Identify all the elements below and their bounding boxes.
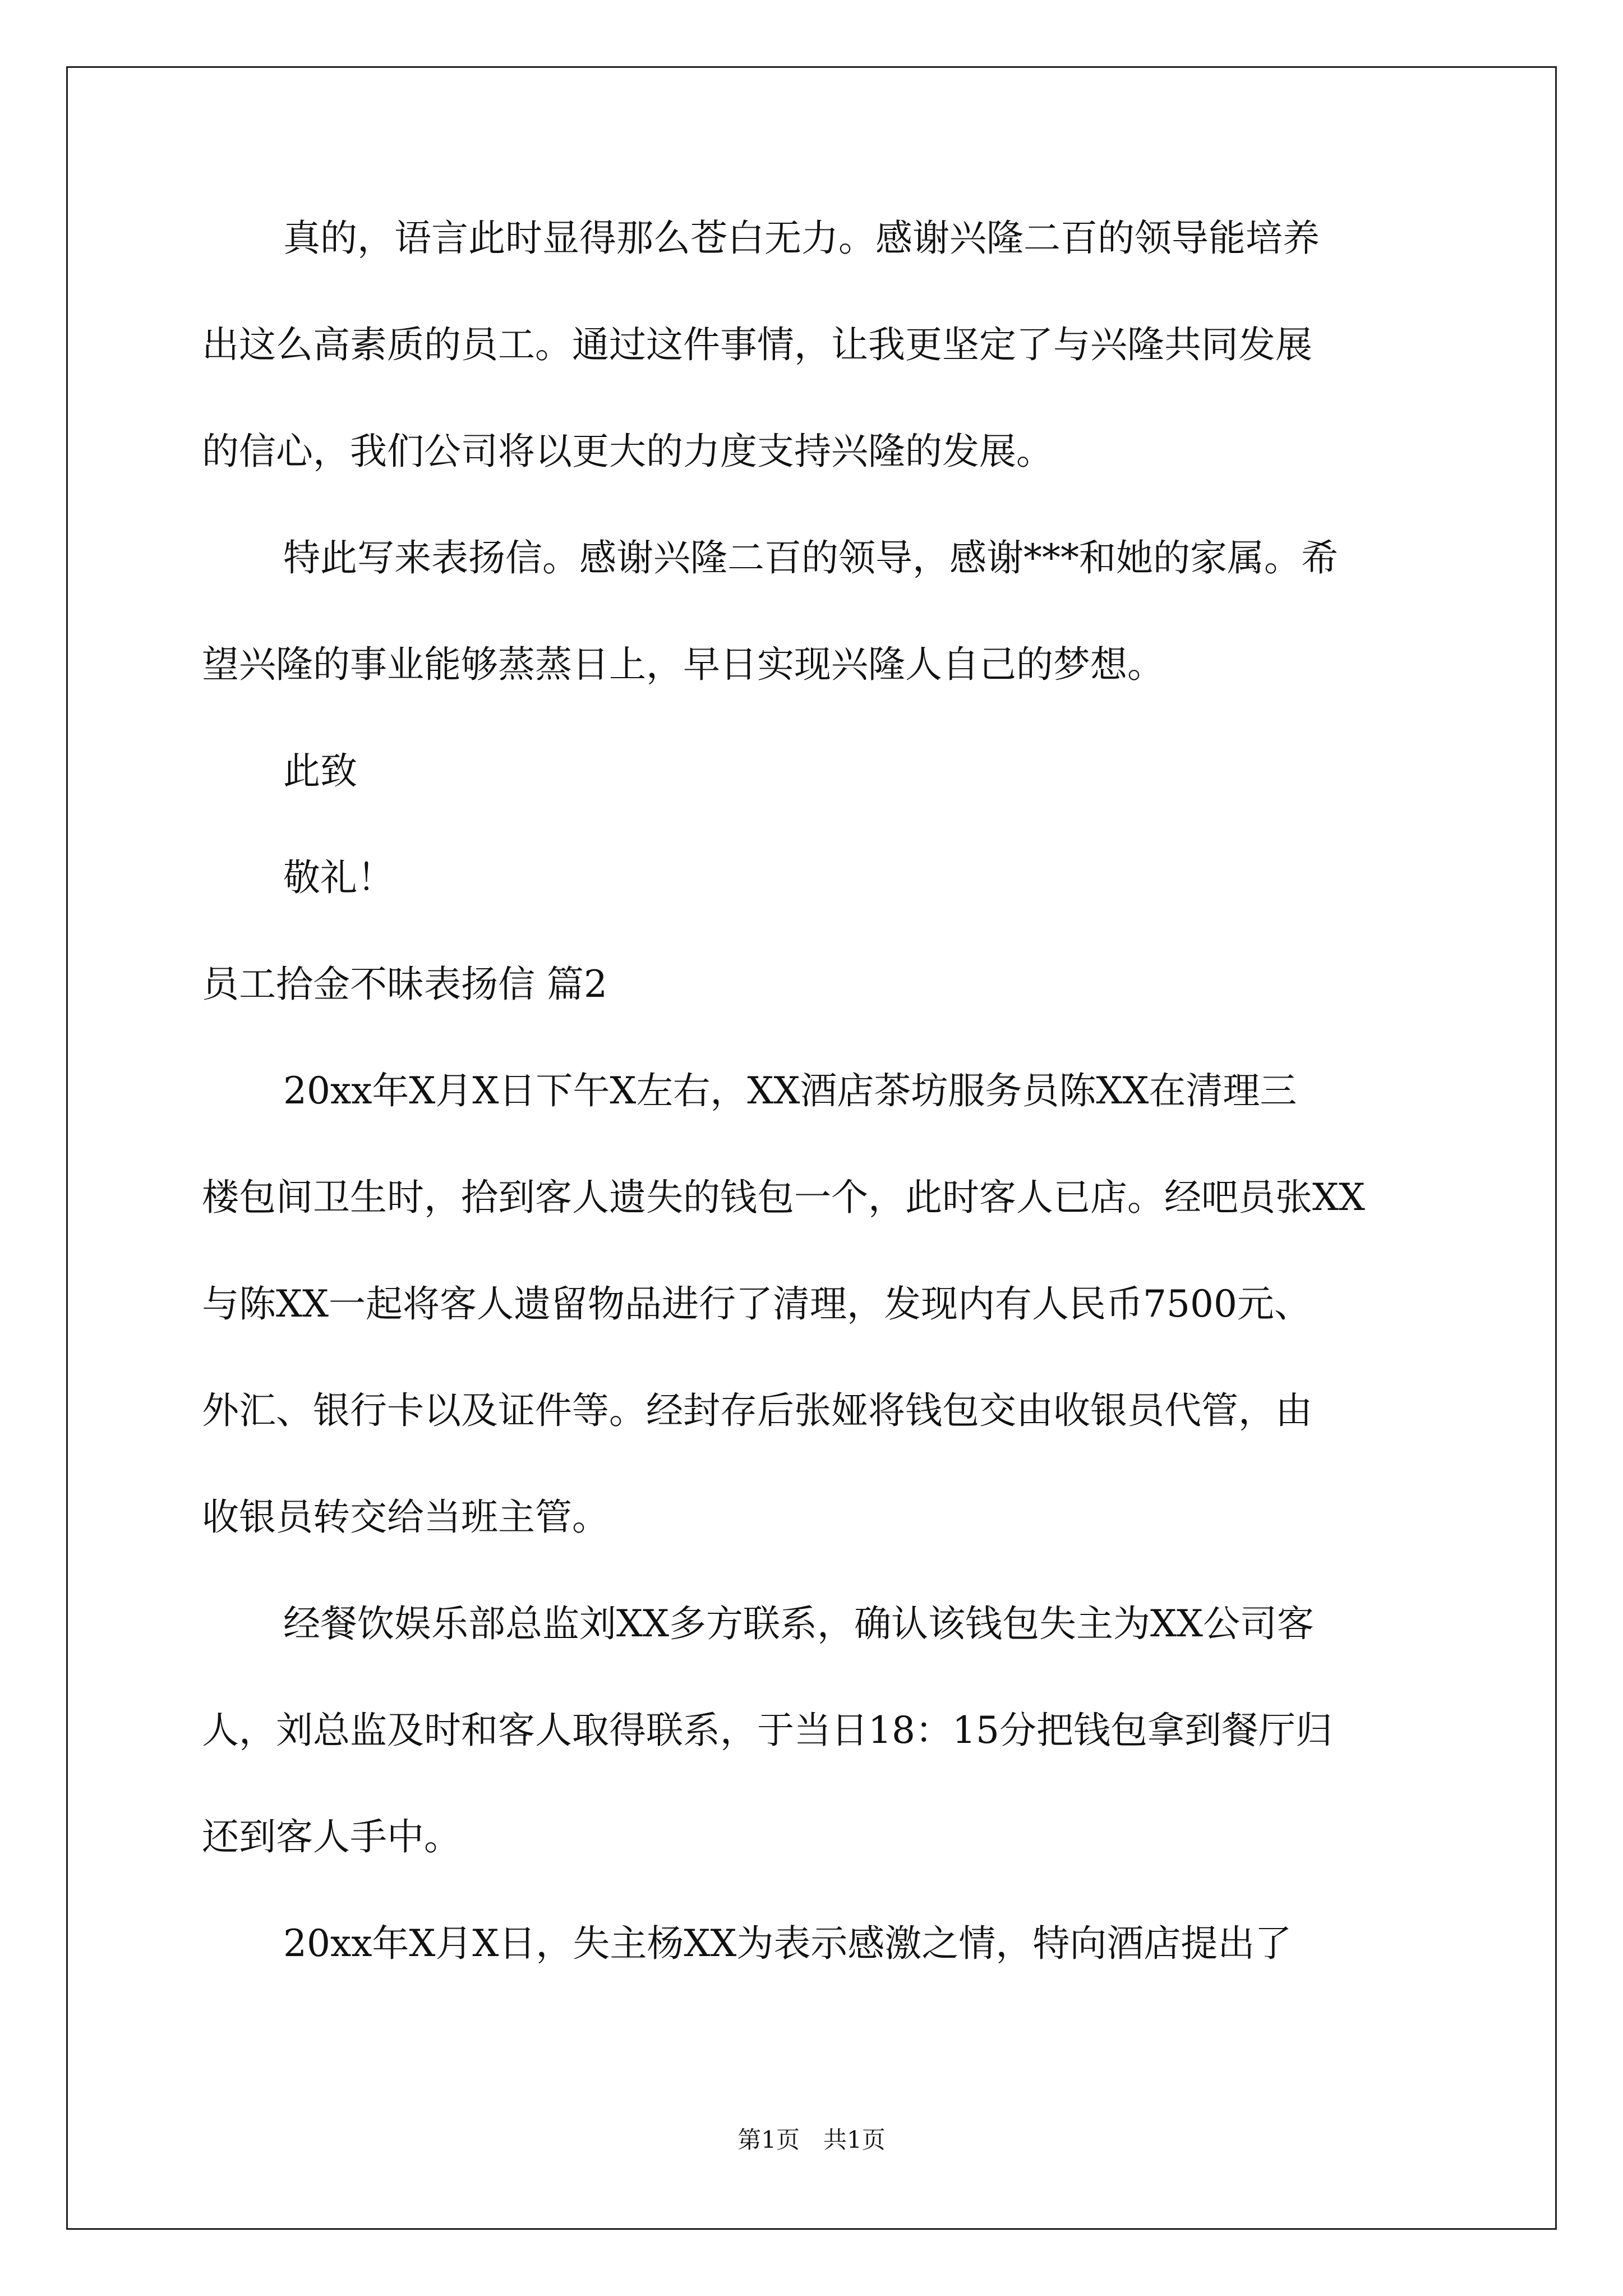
text-line: 20xx年X月X日下午X左右，XX酒店茶坊服务员陈XX在清理三	[283, 1069, 1297, 1112]
page-border	[66, 66, 1557, 2230]
text-line: 出这么高素质的员工。通过这件事情，让我更坚定了与兴隆共同发展	[202, 323, 1312, 366]
closing-salutation: 此致	[283, 749, 357, 793]
text-line: 外汇、银行卡以及证件等。经封存后张娅将钱包交由收银员代管，由	[202, 1389, 1312, 1432]
text-line: 真的，语言此时显得那么苍白无力。感谢兴隆二百的领导能培养	[283, 217, 1320, 260]
closing-regards: 敬礼！	[283, 856, 394, 899]
text-line: 特此写来表扬信。感谢兴隆二百的领导，感谢***和她的家属。希	[283, 536, 1338, 579]
text-line: 经餐饮娱乐部总监刘XX多方联系，确认该钱包失主为XX公司客	[283, 1602, 1314, 1645]
section-heading: 员工拾金不昧表扬信 篇2	[202, 963, 607, 1006]
text-line: 与陈XX一起将客人遗留物品进行了清理，发现内有人民币7500元、	[202, 1282, 1311, 1326]
text-line: 收银员转交给当班主管。	[202, 1496, 609, 1539]
text-line: 还到客人手中。	[202, 1815, 461, 1858]
text-line: 20xx年X月X日，失主杨XX为表示感激之情，特向酒店提出了	[283, 1922, 1292, 1965]
text-line: 的信心，我们公司将以更大的力度支持兴隆的发展。	[202, 430, 1053, 473]
text-line: 楼包间卫生时，拾到客人遗失的钱包一个，此时客人已店。经吧员张XX	[202, 1176, 1365, 1219]
text-line: 望兴隆的事业能够蒸蒸日上，早日实现兴隆人自己的梦想。	[202, 643, 1164, 686]
text-line: 人，刘总监及时和客人取得联系，于当日18：15分把钱包拿到餐厅归	[202, 1709, 1332, 1752]
page-footer: 第1页 共1页	[737, 2126, 886, 2154]
